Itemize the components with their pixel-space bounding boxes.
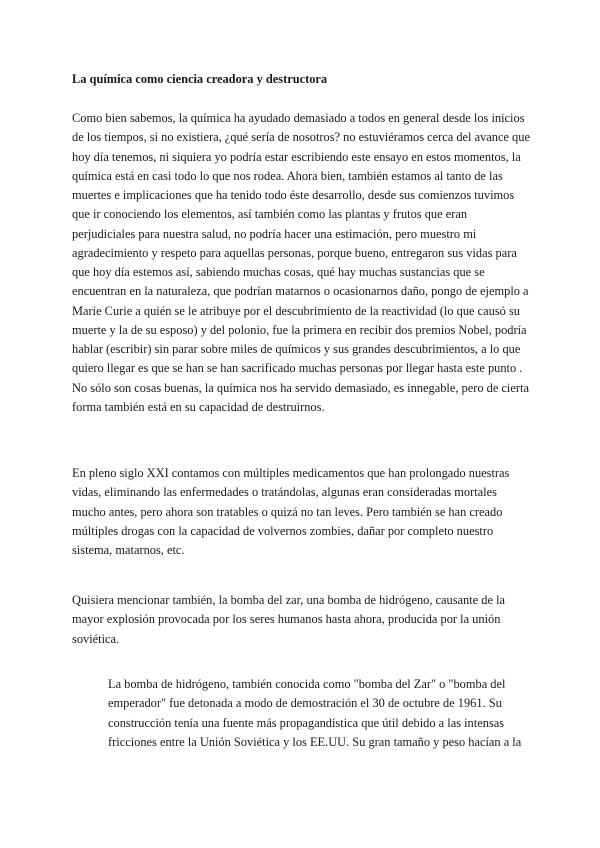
block-quote: La bomba de hidrógeno, también conocida como "bomba del Zar" o "bomba del emperador" fue detonada a modo de demostración el 30 de octubre de 1961. Su construcción tenía una fuente más propagandística que útil debido a las intensas fricciones entre la Unión Soviética y los EE.UU. Su gran tamaño y peso hacían a la: [108, 677, 522, 749]
paragraph-2: En pleno siglo XXI contamos con múltiples medicamentos que han prolongado nuestras vidas, eliminando las enfermedades o tratándolas, algunas eran consideradas mortales mucho antes, pero ahora son tratables o quizá no tan leves. Pero también se han creado múltiples drogas con la capacidad de volvernos zombies, dañar por completo nuestro sistema, matarnos, etc.: [72, 466, 510, 557]
document-title: La química como ciencia creadora y destructora: [72, 72, 328, 86]
paragraph-1: Como bien sabemos, la química ha ayudado demasiado a todos en general desde los inicios de los tiempos, si no existiera, ¿qué sería de nosotros? no estuviéramos cerca del avance que hoy día tenemos, ni siquiera yo podría estar escribiendo este ensayo en estos momentos, la química está en casi todo lo que nos rodea. Ahora bien, también estamos al tanto de las muertes e implicaciones que ha tenido todo éste desarrollo, desde sus comienzos tuvimos que ir conociendo los elementos, así también como las plantas y frutos que eran perjudiciales para nuestra salud, no podría hacer una estimación, pero muestro mi agradecimiento y respeto para aquellas personas, porque bueno, entregaron sus vidas para que hoy día estemos así, sabiendo muchas cosas, qué hay muchas sustancias que se encuentran en la naturaleza, que podrían matarnos o ocasionarnos daño, pongo de ejemplo a Marie Curie a quién se le atribuye por el descubrimiento de la reactividad (lo que causó su muerte y la de su esposo) y del polonio, fue la primera en recibir dos premios Nobel, podría hablar (escribir) sin parar sobre miles de químicos y sus grandes descubrimientos, a lo que quiero llegar es que se han se han sacrificado muchas personas por llegar hasta este punto . No sólo son cosas buenas, la química nos ha servido demasiado, es innegable, pero de cierta forma también está en su capacidad de destruirnos.: [72, 111, 530, 414]
paragraph-3: Quisiera mencionar también, la bomba del zar, una bomba de hidrógeno, causante de la mayor explosión provocada por los seres humanos hasta ahora, producida por la unión soviética.: [72, 593, 506, 646]
